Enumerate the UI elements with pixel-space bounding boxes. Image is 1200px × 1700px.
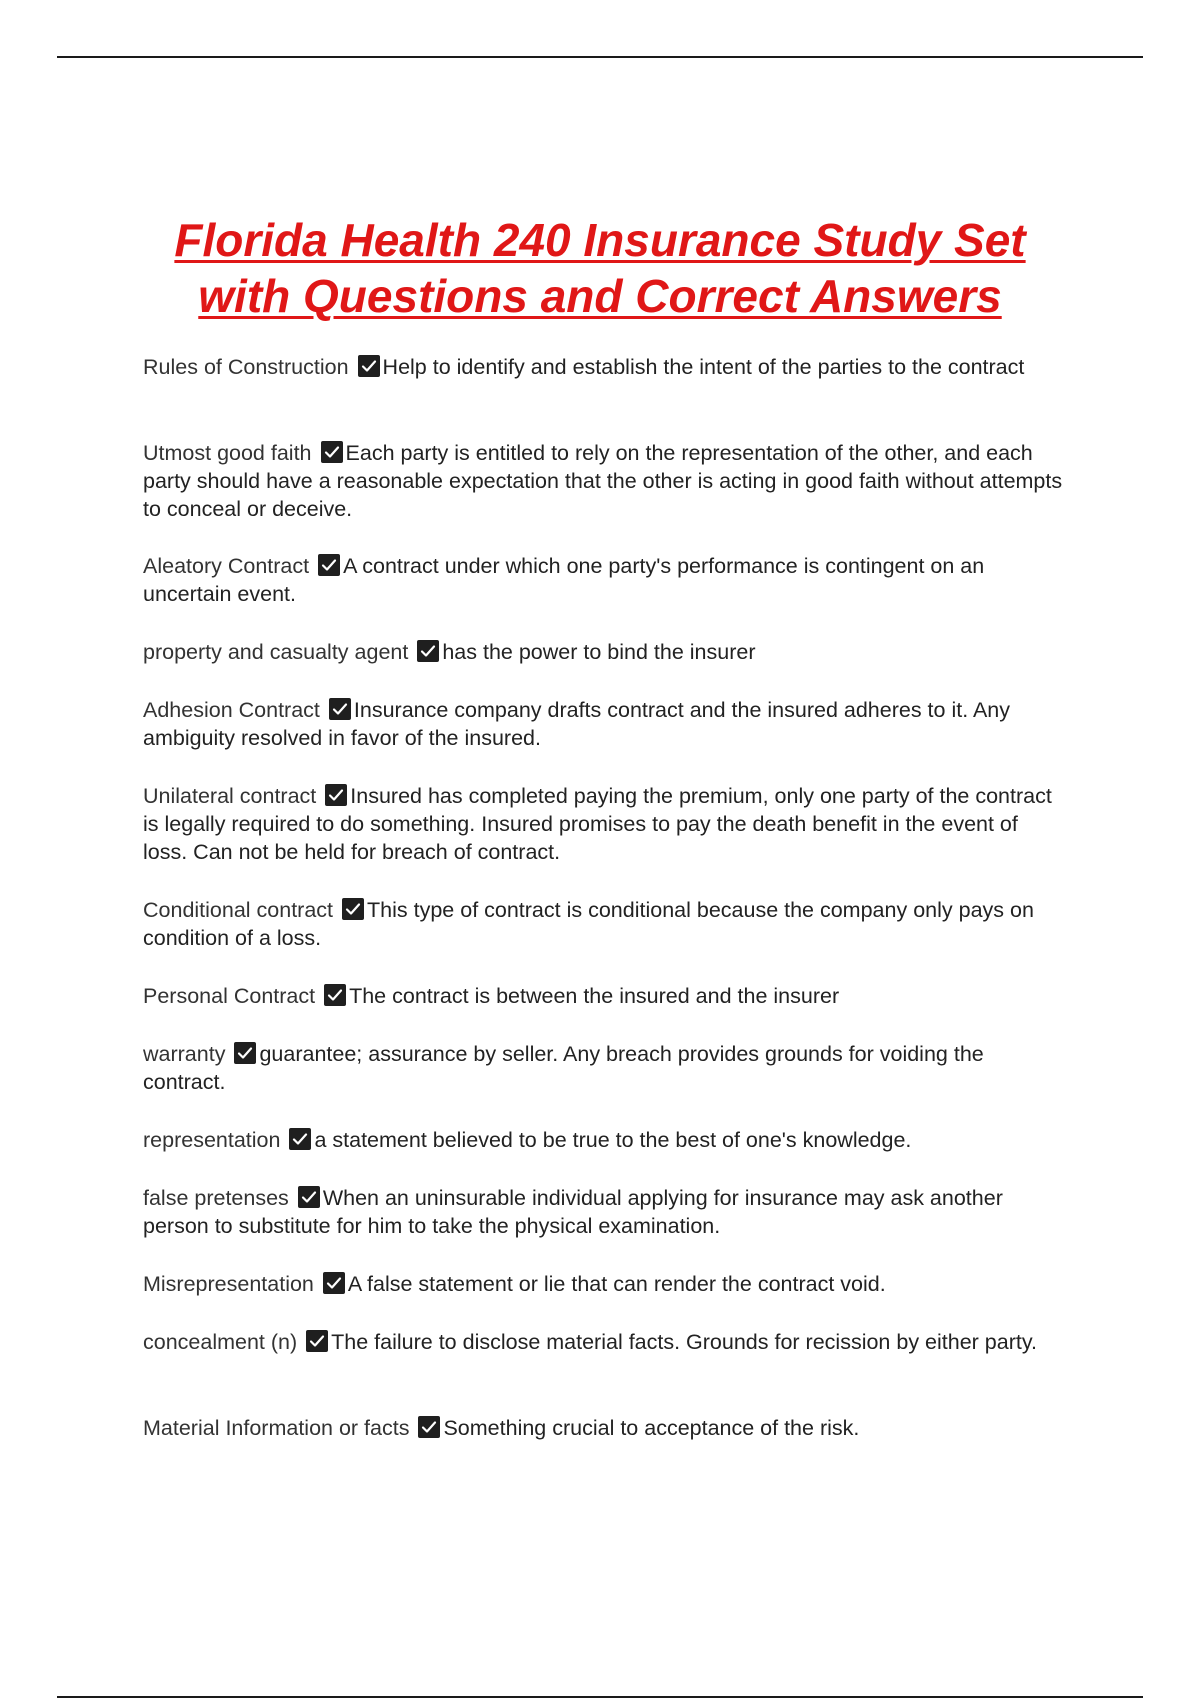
- list-item: [143, 638, 1068, 666]
- check-box-icon: [324, 984, 346, 1006]
- entry-definition: has the power to bind the insurer: [442, 640, 756, 664]
- check-box-icon: [417, 640, 439, 662]
- list-item: [143, 439, 1068, 523]
- entry-term: Personal Contract: [143, 984, 316, 1008]
- entry-term: Utmost good faith: [143, 441, 312, 465]
- check-box-icon: [289, 1128, 311, 1150]
- check-box-icon: [298, 1186, 320, 1208]
- list-item: [143, 1126, 1068, 1154]
- entry-definition: Each party is entitled to rely on the representation of the other, and each party should have a reasonable expectation that the other is acting in good faith without attempts to conceal or deceive.: [143, 441, 1063, 521]
- entry-definition: Insurance company drafts contract and the insured adheres to it. Any ambiguity resolved in favor of the insured.: [143, 698, 1011, 750]
- list-item: [143, 1040, 1068, 1096]
- list-item: [143, 552, 1068, 608]
- check-box-icon: [321, 441, 343, 463]
- entry-term: Material Information or facts: [143, 1416, 410, 1440]
- entry-definition: Help to identify and establish the intent of the parties to the contract: [382, 355, 1025, 379]
- check-box-icon: [318, 554, 340, 576]
- check-box-icon: [342, 898, 364, 920]
- entry-term: Conditional contract: [143, 898, 334, 922]
- entry-definition: A contract under which one party's performance is contingent on an uncertain event.: [143, 554, 985, 606]
- entry-term: property and casualty agent: [143, 640, 409, 664]
- list-item: [143, 696, 1068, 752]
- page-title: [100, 212, 1100, 324]
- entry-definition: The contract is between the insured and the insurer: [349, 984, 840, 1008]
- list-item: [143, 1270, 1068, 1298]
- title-line-1: Florida Health 240 Insurance Study Set: [174, 214, 1026, 266]
- entry-definition: Insured has completed paying the premium, only one party of the contract is legally required to do something. Insured promises to pay the death benefit in the event of loss. Can not be held for breach of contract.: [143, 784, 1052, 864]
- entry-term: Rules of Construction: [143, 355, 349, 379]
- entry-term: Aleatory Contract: [143, 554, 310, 578]
- check-box-icon: [358, 355, 380, 377]
- top-rule: [57, 56, 1143, 58]
- entry-definition: This type of contract is conditional because the company only pays on condition of a loss.: [143, 898, 1034, 950]
- list-item: [143, 896, 1068, 952]
- list-item: [143, 1184, 1068, 1240]
- entry-term: Unilateral contract: [143, 784, 317, 808]
- entry-term: Misrepresentation: [143, 1272, 314, 1296]
- entry-definition: A false statement or lie that can render the contract void.: [347, 1272, 886, 1296]
- entry-term: representation: [143, 1128, 281, 1152]
- list-item: [143, 982, 1068, 1010]
- bottom-rule: [57, 1696, 1143, 1698]
- check-box-icon: [323, 1272, 345, 1294]
- entry-term: false pretenses: [143, 1186, 289, 1210]
- check-box-icon: [306, 1330, 328, 1352]
- list-item: [143, 1414, 1068, 1442]
- entry-definition: The failure to disclose material facts. Grounds for recission by either party.: [331, 1330, 1037, 1354]
- list-item: [143, 782, 1068, 866]
- list-item: [143, 353, 1068, 381]
- title-line-2: with Questions and Correct Answers: [198, 270, 1002, 322]
- check-box-icon: [329, 698, 351, 720]
- entry-definition: guarantee; assurance by seller. Any breach provides grounds for voiding the contract.: [143, 1042, 984, 1094]
- check-box-icon: [234, 1042, 256, 1064]
- entry-definition: a statement believed to be true to the best of one's knowledge.: [314, 1128, 912, 1152]
- check-box-icon: [325, 784, 347, 806]
- entry-term: warranty: [143, 1042, 226, 1066]
- check-box-icon: [418, 1416, 440, 1438]
- entry-term: concealment (n): [143, 1330, 298, 1354]
- entry-definition: Something crucial to acceptance of the risk.: [443, 1416, 860, 1440]
- entry-term: Adhesion Contract: [143, 698, 320, 722]
- list-item: [143, 1328, 1068, 1356]
- entry-definition: When an uninsurable individual applying for insurance may ask another person to substitute for him to take the physical examination.: [143, 1186, 1003, 1238]
